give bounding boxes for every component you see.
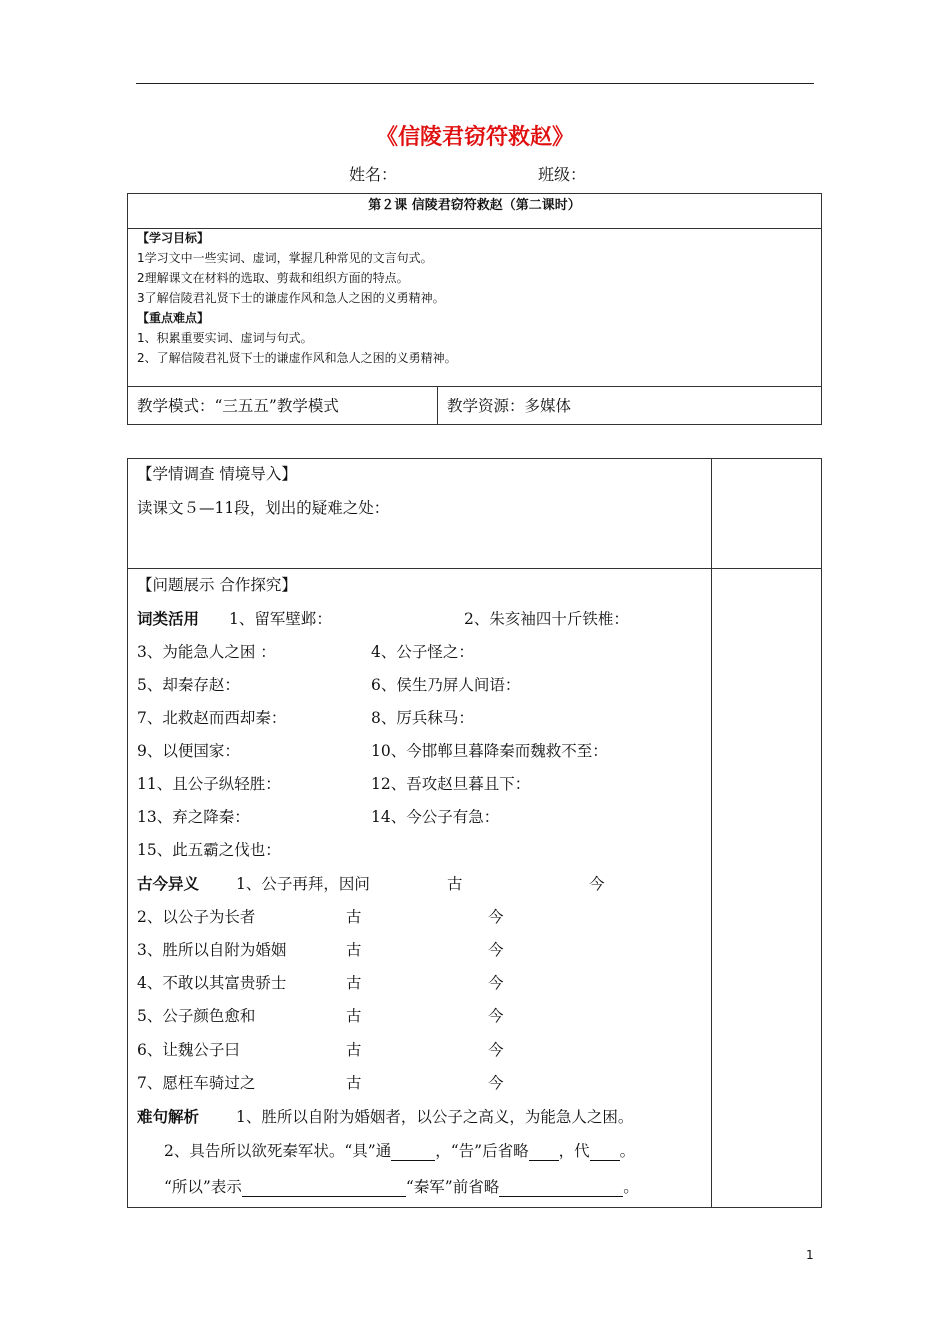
goal-item: 3了解信陵君礼贤下士的谦虚作风和急人之困的义勇精神。 <box>137 291 445 305</box>
cilei-item: 4、公子怪之： <box>371 643 474 661</box>
cilei-item: 3、为能急人之困 ： <box>137 643 276 661</box>
cilei-item: 12、吾攻赵旦暮且下： <box>371 775 531 793</box>
gu-label: 古 <box>346 1074 362 1092</box>
fill-blank[interactable] <box>391 1144 435 1161</box>
fill-blank[interactable] <box>499 1180 623 1197</box>
gujin-item: 1、公子再拜，因问 <box>236 875 370 893</box>
gu-label: 古 <box>346 1041 362 1059</box>
gu-label: 古 <box>447 875 463 893</box>
jin-label: 今 <box>488 941 504 959</box>
goals-heading: 【学习目标】 <box>137 231 210 245</box>
jin-label: 今 <box>488 1074 504 1092</box>
row-divider <box>127 386 822 387</box>
gu-label: 古 <box>346 1007 362 1025</box>
gujin-item: 6、让魏公子曰 <box>137 1041 240 1059</box>
goals-section <box>137 228 797 368</box>
gu-label: 古 <box>346 941 362 959</box>
keypoint-item: 2、了解信陵君礼贤下士的谦虚作风和急人之困的义勇精神。 <box>137 351 457 365</box>
nanju-line2: 2、具告所以欲死秦军状。“具”通 ，“告”后省略 ，代 。 <box>164 1142 636 1160</box>
cilei-label: 词类活用 <box>137 610 200 628</box>
cilei-item: 14、今公子有急： <box>371 808 500 826</box>
jin-label: 今 <box>488 1041 504 1059</box>
gujin-item: 3、胜所以自附为婚姻 <box>137 941 287 959</box>
document-title: 《信陵君窃符救赵》 <box>375 125 574 150</box>
col-divider <box>711 458 712 1208</box>
jin-label: 今 <box>488 1007 504 1025</box>
fill-blank[interactable] <box>242 1180 406 1197</box>
fill-blank[interactable] <box>529 1144 559 1161</box>
cilei-item: 13、弃之降秦： <box>137 808 250 826</box>
name-label: 姓名： <box>349 165 398 184</box>
gu-label: 古 <box>346 908 362 926</box>
keypoint-item: 1、积累重要实词、虚词与句式。 <box>137 331 313 345</box>
cilei-item: 5、却秦存赵： <box>137 676 240 694</box>
teaching-resource: 教学资源：多媒体 <box>447 397 572 415</box>
top-rule <box>136 83 814 84</box>
gujin-item: 2、以公子为长者 <box>137 908 256 926</box>
nanju-label: 难句解析 <box>137 1108 200 1126</box>
nanju-line3: “所以”表示 “秦军”前省略 。 <box>164 1178 639 1196</box>
gujin-item: 4、不敢以其富贵骄士 <box>137 974 287 992</box>
fill-blank[interactable] <box>590 1144 620 1161</box>
cilei-item: 1、留军壁邺： <box>229 610 332 628</box>
survey-text: 读课文５—11段，划出的疑难之处： <box>137 499 390 517</box>
goal-item: 1学习文中一些实词、虚词，掌握几种常见的文言句式。 <box>137 251 433 265</box>
lesson-header: 第２课 信陵君窃符救赵（第二课时） <box>368 198 581 213</box>
cilei-item: 10、今邯郸旦暮降秦而魏救不至： <box>371 742 608 760</box>
explore-heading: 【问题展示 合作探究】 <box>137 576 297 594</box>
jin-label: 今 <box>589 875 605 893</box>
class-label: 班级： <box>538 165 587 184</box>
exercise-table <box>127 458 822 1208</box>
nanju-line1: 1、胜所以自附为婚姻者，以公子之高义，为能急人之困。 <box>236 1108 634 1126</box>
survey-heading: 【学情调查 情境导入】 <box>137 465 297 483</box>
page-number: 1 <box>806 1248 814 1262</box>
goal-item: 2理解课文在材料的选取、剪裁和组织方面的特点。 <box>137 271 409 285</box>
keypoints-heading: 【重点难点】 <box>137 311 210 325</box>
cilei-item: 2、朱亥袖四十斤铁椎： <box>464 610 629 628</box>
cilei-item: 11、且公子纵轻胜： <box>137 775 281 793</box>
teaching-mode: 教学模式：“三五五”教学模式 <box>137 397 339 415</box>
cilei-item: 15、此五霸之伐也： <box>137 841 281 859</box>
gu-label: 古 <box>346 974 362 992</box>
col-divider <box>437 386 438 425</box>
gujin-item: 7、愿枉车骑过之 <box>137 1074 256 1092</box>
jin-label: 今 <box>488 908 504 926</box>
gujin-item: 5、公子颜色愈和 <box>137 1007 256 1025</box>
cilei-item: 6、侯生乃屏人间语： <box>371 676 521 694</box>
gujin-label: 古今异义 <box>137 875 200 893</box>
cilei-item: 7、北救赵而西却秦： <box>137 709 287 727</box>
row-divider <box>127 568 822 569</box>
cilei-item: 9、以便国家： <box>137 742 240 760</box>
jin-label: 今 <box>488 974 504 992</box>
cilei-item: 8、厉兵秣马： <box>371 709 474 727</box>
